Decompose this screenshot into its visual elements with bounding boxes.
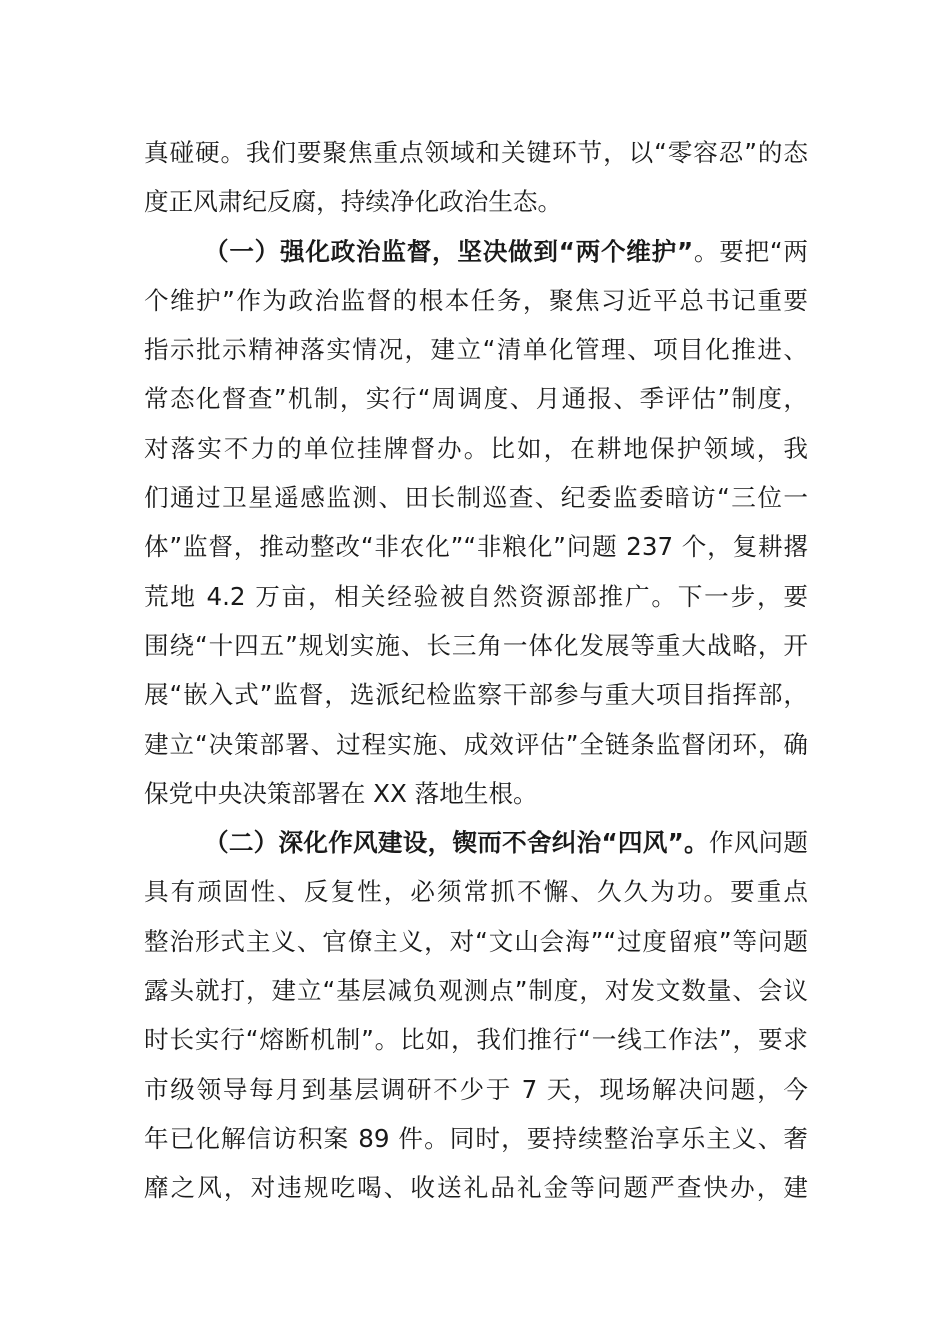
text-line: 露头就打，建立“基层减负观测点”制度，对发文数量、会议 — [144, 976, 808, 1006]
text-line: 建立“决策部署、过程实施、成效评估”全链条监督闭环，确 — [144, 729, 808, 759]
section-heading-line — [144, 818, 808, 867]
section-heading: （二）深化作风建设，锲而不舍纠治“四风”。 — [204, 828, 709, 858]
document-body — [144, 128, 808, 1213]
text-line: 常态化督查”机制，实行“周调度、月通报、季评估”制度， — [144, 384, 808, 414]
text-line: 保党中央决策部署在 XX 落地生根。 — [144, 778, 538, 808]
text-line: 对落实不力的单位挂牌督办。比如，在耕地保护领域，我 — [144, 433, 808, 463]
text-line: 个维护”作为政治监督的根本任务，聚焦习近平总书记重要 — [144, 285, 808, 315]
text-line: 度正风肃纪反腐，持续净化政治生态。 — [144, 187, 563, 217]
text-line: 年已化解信访积案 89 件。同时，要持续整治享乐主义、奢 — [144, 1123, 808, 1153]
text-line: 整治形式主义、官僚主义，对“文山会海”“过度留痕”等问题 — [144, 926, 808, 956]
text-line: 具有顽固性、反复性，必须常抓不懈、久久为功。要重点 — [144, 877, 808, 907]
text-run: 。要把“两 — [693, 236, 808, 266]
text-line: 真碰硬。我们要聚焦重点领域和关键环节，以“零容忍”的态 — [144, 138, 808, 167]
text-line: 指示批示精神落实情况，建立“清单化管理、项目化推进、 — [144, 335, 808, 365]
text-run: 作风问题 — [708, 828, 808, 858]
text-line: 靡之风，对违规吃喝、收送礼品礼金等问题严查快办，建 — [144, 1173, 808, 1203]
text-line: 市级领导每月到基层调研不少于 7 天，现场解决问题，今 — [144, 1074, 808, 1104]
text-line: 围绕“十四五”规划实施、长三角一体化发展等重大战略，开 — [144, 630, 808, 660]
text-line: 们通过卫星遥感监测、田长制巡查、纪委监委暗访“三位一 — [144, 483, 808, 513]
text-line: 体”监督，推动整改“非农化”“非粮化”问题 237 个，复耕撂 — [144, 532, 808, 562]
section-heading-line — [144, 227, 808, 276]
text-line: 时长实行“熔断机制”。比如，我们推行“一线工作法”，要求 — [144, 1025, 808, 1055]
text-line: 展“嵌入式”监督，选派纪检监察干部参与重大项目指挥部， — [144, 680, 808, 710]
section-heading: （一）强化政治监督，坚决做到“两个维护” — [204, 236, 694, 266]
text-line: 荒地 4.2 万亩，相关经验被自然资源部推广。下一步，要 — [144, 581, 808, 611]
